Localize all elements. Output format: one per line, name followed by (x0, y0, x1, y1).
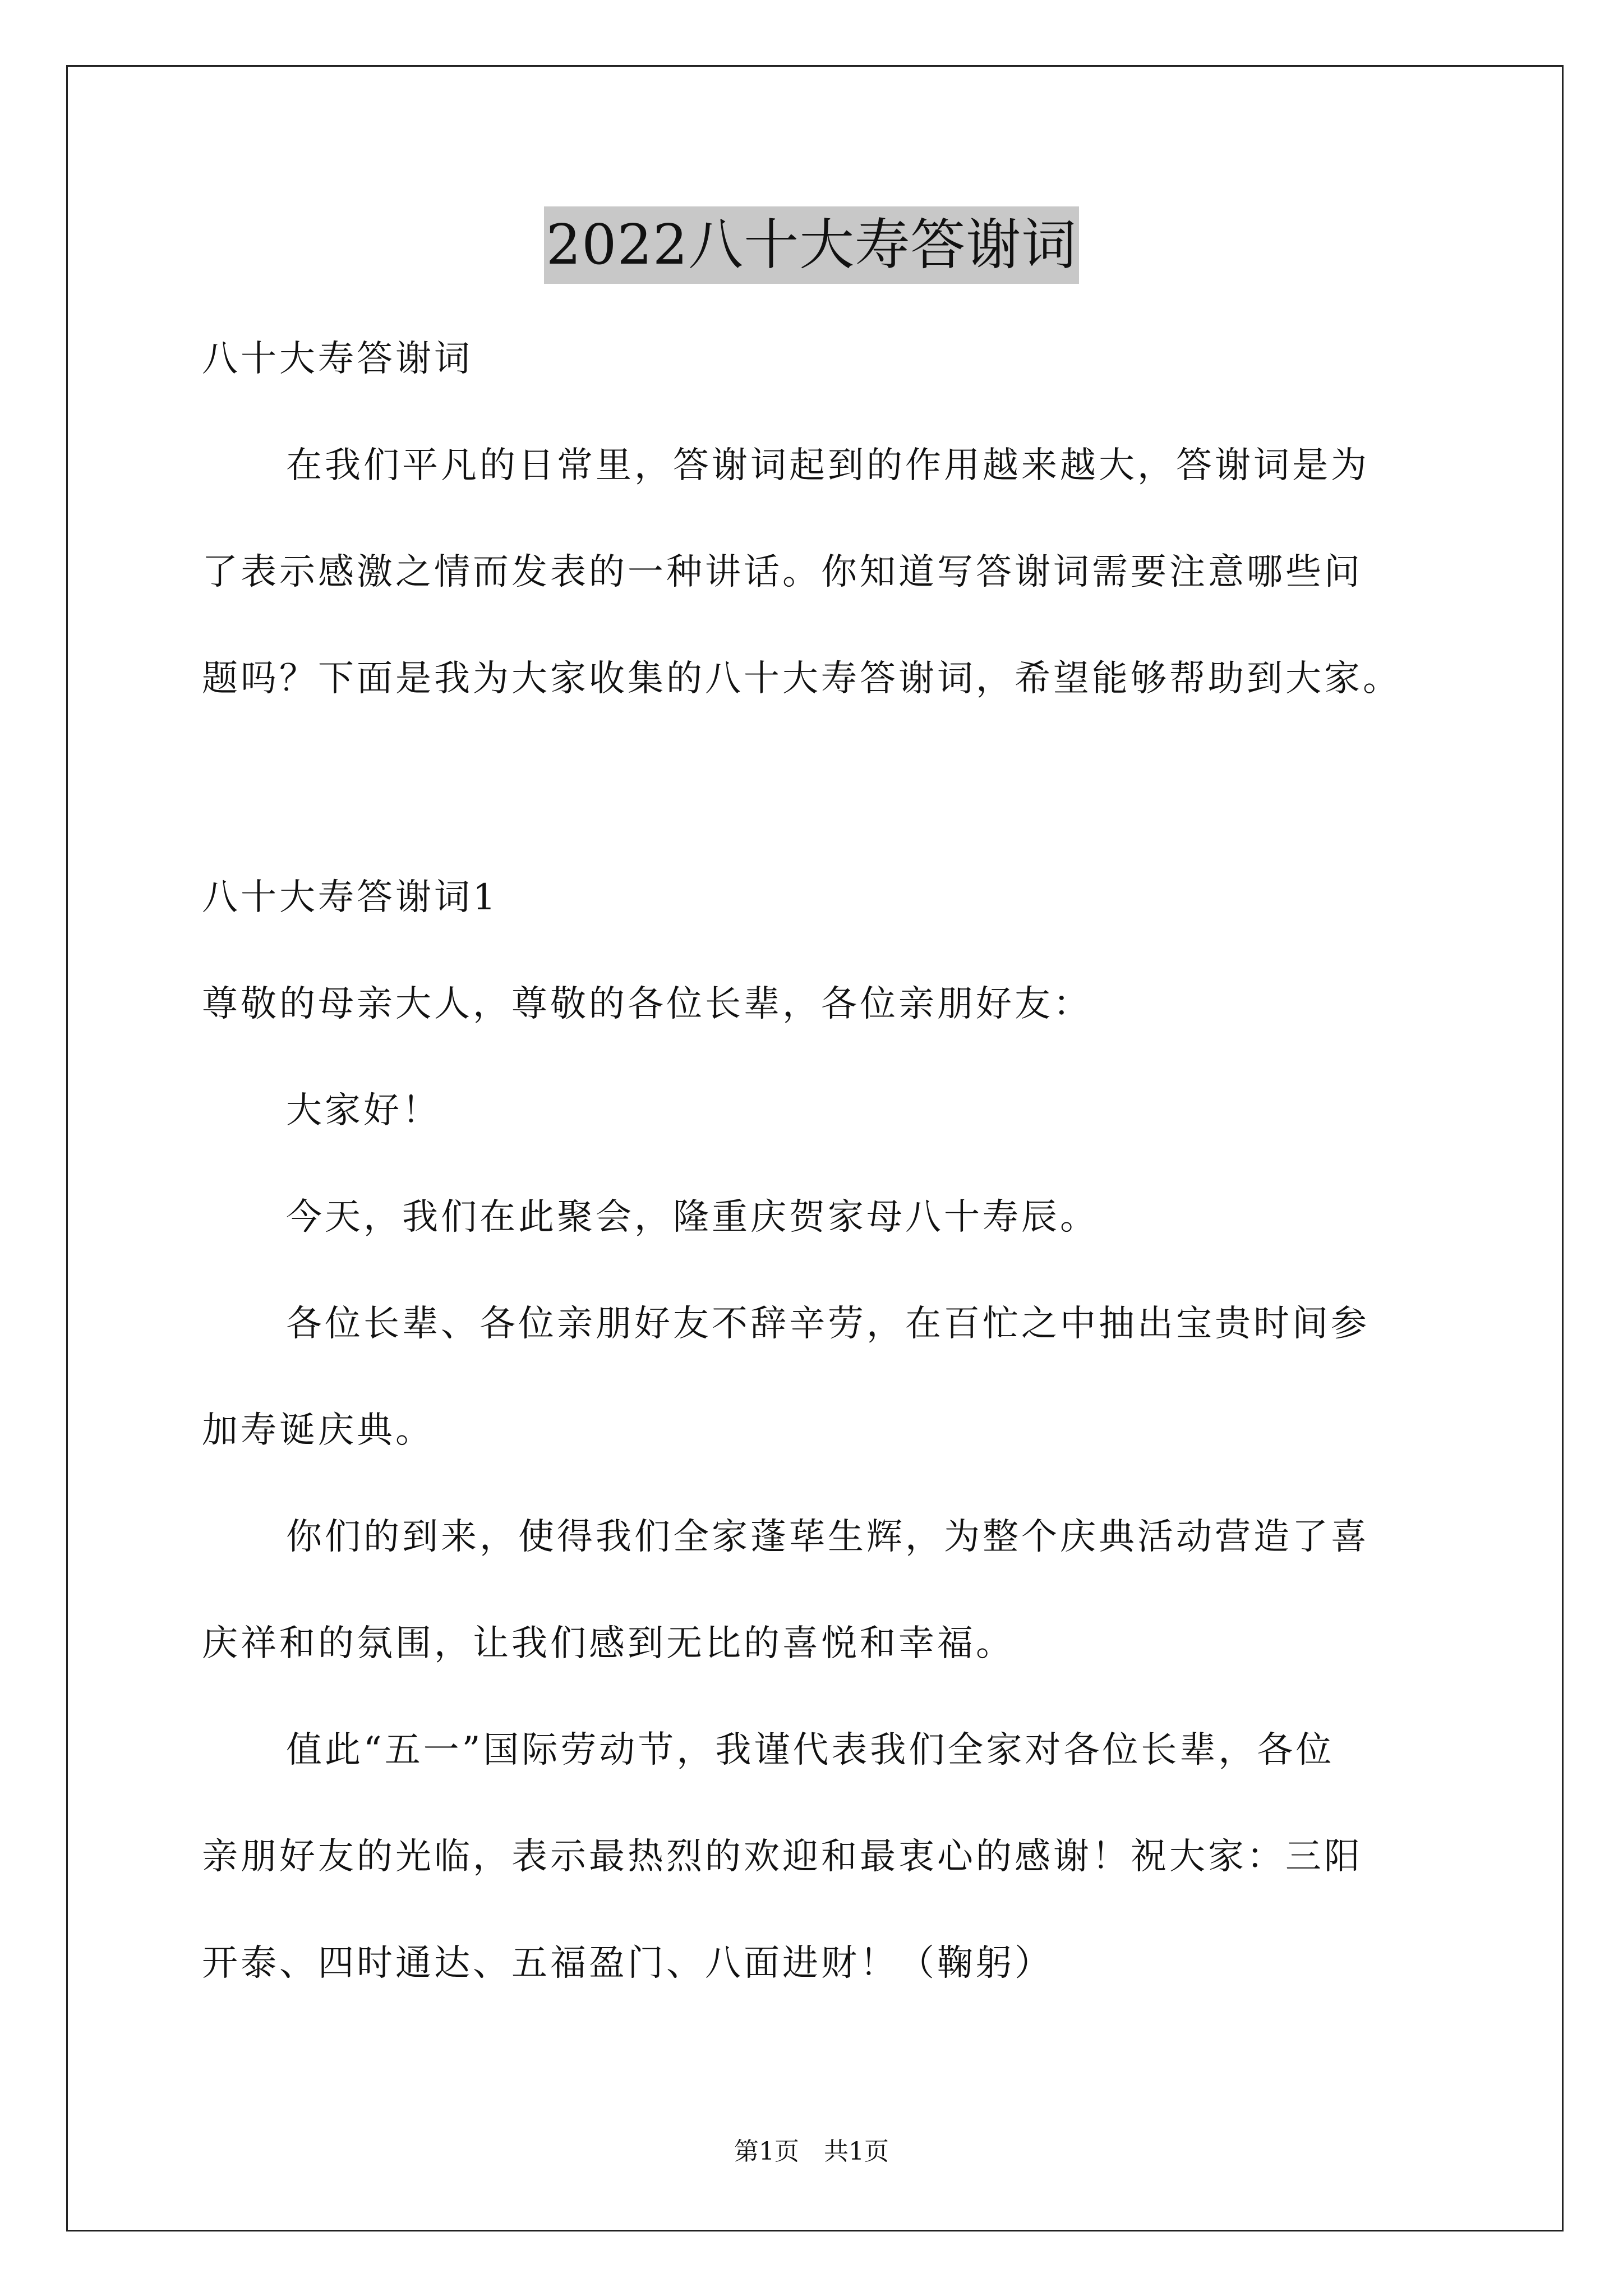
title-container (0, 206, 1623, 284)
paragraph-line: 各位长辈、各位亲朋好友不辞辛劳，在百忙之中抽出宝贵时间参 (286, 1303, 1370, 1345)
paragraph-line: 题吗？下面是我为大家收集的八十大寿答谢词，希望能够帮助到大家。 (202, 658, 1401, 700)
page-border (66, 65, 1564, 2231)
paragraph-line: 开泰、四时通达、五福盈门、八面进财！（鞠躬） (202, 1943, 1053, 1984)
paragraph-line: 加寿诞庆典。 (202, 1410, 434, 1451)
greeting-line: 大家好！ (286, 1090, 441, 1131)
paragraph-line: 值此“五一”国际劳动节，我谨代表我们全家对各位长辈，各位 (286, 1729, 1335, 1771)
section-heading: 八十大寿答谢词1 (202, 877, 499, 918)
page-footer: 第1页 共1页 (734, 2137, 889, 2166)
paragraph-line: 亲朋好友的光临，表示最热烈的欢迎和最衷心的感谢！祝大家：三阳 (202, 1836, 1363, 1878)
paragraph-line: 了表示感激之情而发表的一种讲话。你知道写答谢词需要注意哪些问 (202, 551, 1363, 593)
salutation-line: 尊敬的母亲大人，尊敬的各位长辈，各位亲朋好友： (202, 983, 1092, 1025)
paragraph-line: 你们的到来，使得我们全家蓬荜生辉，为整个庆典活动营造了喜 (286, 1516, 1370, 1558)
paragraph-line: 今天，我们在此聚会，隆重庆贺家母八十寿辰。 (286, 1197, 1099, 1238)
document-title: 2022八十大寿答谢词 (544, 206, 1079, 284)
paragraph-line: 在我们平凡的日常里，答谢词起到的作用越来越大，答谢词是为 (286, 445, 1370, 486)
paragraph-line: 庆祥和的氛围，让我们感到无比的喜悦和幸福。 (202, 1623, 1015, 1664)
section-heading: 八十大寿答谢词 (202, 338, 473, 380)
